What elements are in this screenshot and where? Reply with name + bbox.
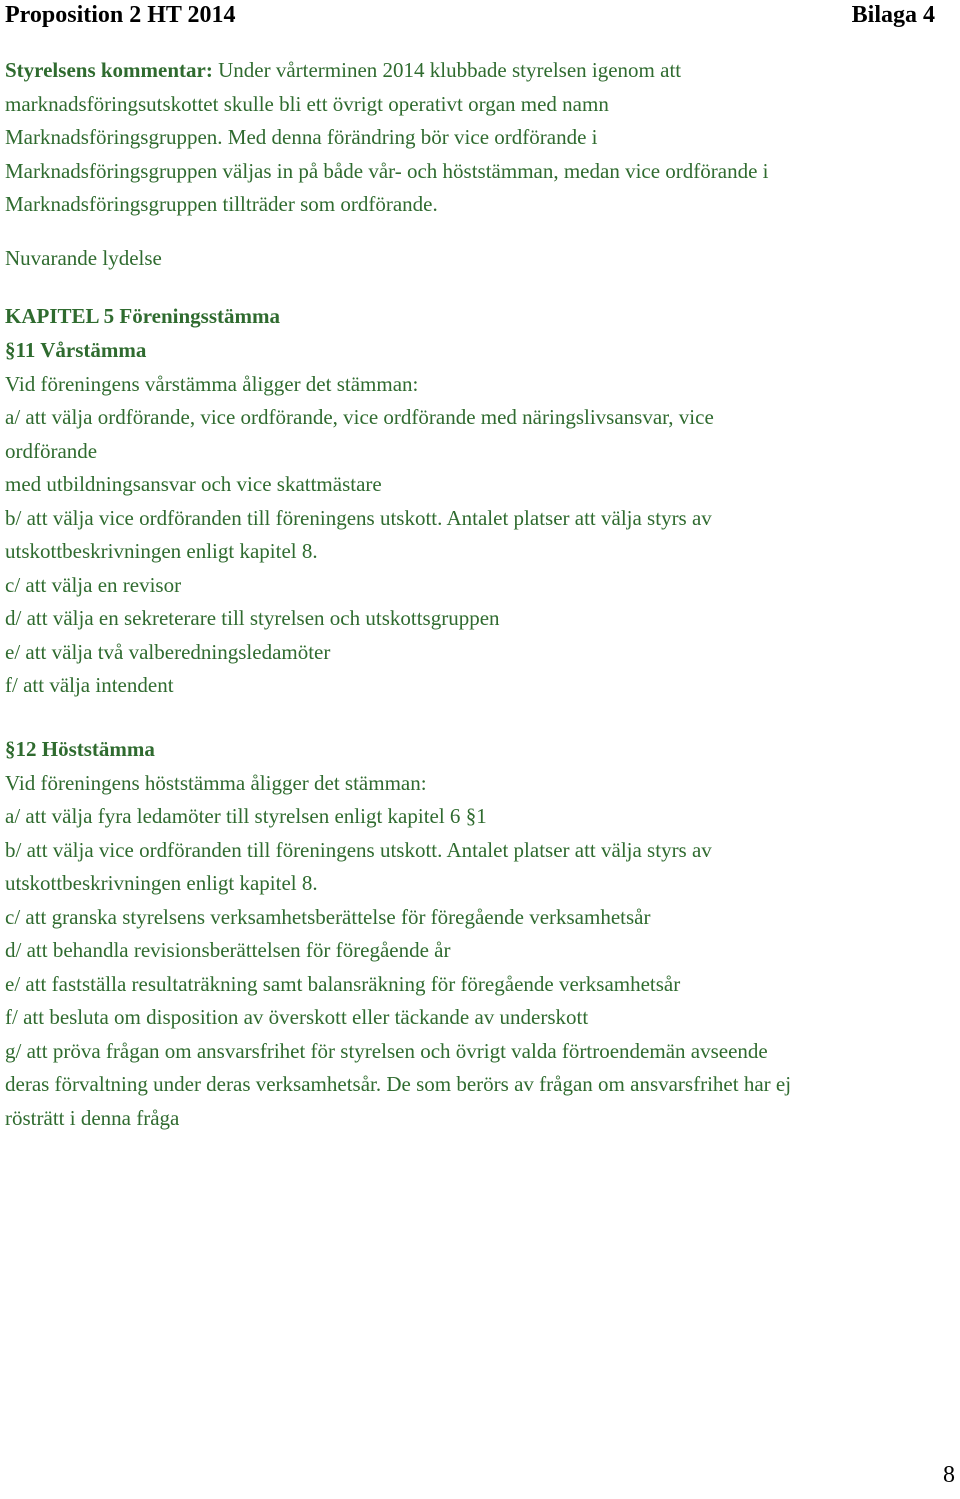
list-item: ordförande xyxy=(5,438,98,463)
section-11-title: 11 Vårstämma xyxy=(15,338,147,362)
list-item: med utbildningsansvar och vice skattmästare xyxy=(5,472,382,496)
list-item: b/ att välja vice ordföranden till föreningens utskott. Antalet platser att välja styrs av xyxy=(5,837,712,862)
section-12-heading xyxy=(5,733,955,767)
list-item: utskottbeskrivningen enligt kapitel 8. xyxy=(5,539,318,563)
item-a-text: a/ att välja fyra ledamöter till styrelsen enligt kapitel 6 xyxy=(5,804,461,828)
list-item: g/ att pröva frågan om ansvarsfrihet för styrelsen och övrigt valda förtroendemän avseende xyxy=(5,1038,768,1063)
comment-label: Styrelsens kommentar: xyxy=(5,58,213,82)
list-item: b/ att välja vice ordföranden till föreningens utskott. Antalet platser att välja styrs av xyxy=(5,505,712,530)
comment-line-2: marknadsföringsutskottet skulle bli ett övrigt operativt organ med namn xyxy=(5,91,609,116)
comment-line-3: Marknadsföringsgruppen. Med denna förändring bör vice ordförande i xyxy=(5,125,598,149)
section-symbol: § xyxy=(5,737,16,761)
list-item: e/ att fastställa resultaträkning samt balansräkning för föregående verksamhetsår xyxy=(5,971,681,996)
section-11-intro: Vid föreningens vårstämma åligger det stämman: xyxy=(5,371,419,396)
page-header xyxy=(5,0,935,30)
list-item: c/ att välja en revisor xyxy=(5,572,182,597)
list-item: c/ att granska styrelsens verksamhetsberättelse för föregående verksamhetsår xyxy=(5,904,651,929)
comment-line-4: Marknadsföringsgruppen väljas in på både vår- och höststämman, medan vice ordförande i xyxy=(5,158,769,183)
proposition-title: Proposition 2 HT 2014 xyxy=(5,2,236,28)
section-12-title: 12 Höststämma xyxy=(15,737,155,761)
page-number: 8 xyxy=(943,1462,955,1488)
list-item: deras förvaltning under deras verksamhetsår. De som berörs av frågan om ansvarsfrihet har ej xyxy=(5,1072,792,1096)
list-item: d/ att behandla revisionsberättelsen för föregående år xyxy=(5,938,451,962)
list-item: f/ att besluta om disposition av överskott eller täckande av underskott xyxy=(5,1005,589,1029)
comment-line-5: Marknadsföringsgruppen tillträder som ordförande. xyxy=(5,192,438,216)
chapter-heading: KAPITEL 5 Föreningsstämma xyxy=(5,304,280,328)
list-item: rösträtt i denna fråga xyxy=(5,1105,180,1130)
list-item: a/ att välja ordförande, vice ordförande, vice ordförande med näringslivsansvar, vice xyxy=(5,405,714,429)
section-12-item-a xyxy=(5,800,955,834)
comment-text-1: Under vårterminen 2014 klubbade styrelsen igenom att xyxy=(212,58,682,82)
comment-line-1 xyxy=(5,54,955,88)
list-item: f/ att välja intendent xyxy=(5,673,174,697)
list-item: e/ att välja två valberedningsledamöter xyxy=(5,639,331,664)
appendix-label: Bilaga 4 xyxy=(851,2,935,28)
current-wording-heading: Nuvarande lydelse xyxy=(5,246,162,270)
list-item: utskottbeskrivningen enligt kapitel 8. xyxy=(5,871,318,895)
item-a-number: 1 xyxy=(476,804,487,828)
section-11-heading xyxy=(5,334,955,368)
section-12-intro: Vid föreningens höststämma åligger det stämman: xyxy=(5,770,427,795)
list-item: d/ att välja en sekreterare till styrelsen och utskottsgruppen xyxy=(5,606,500,630)
section-symbol: § xyxy=(5,338,16,362)
section-symbol: § xyxy=(465,804,477,828)
